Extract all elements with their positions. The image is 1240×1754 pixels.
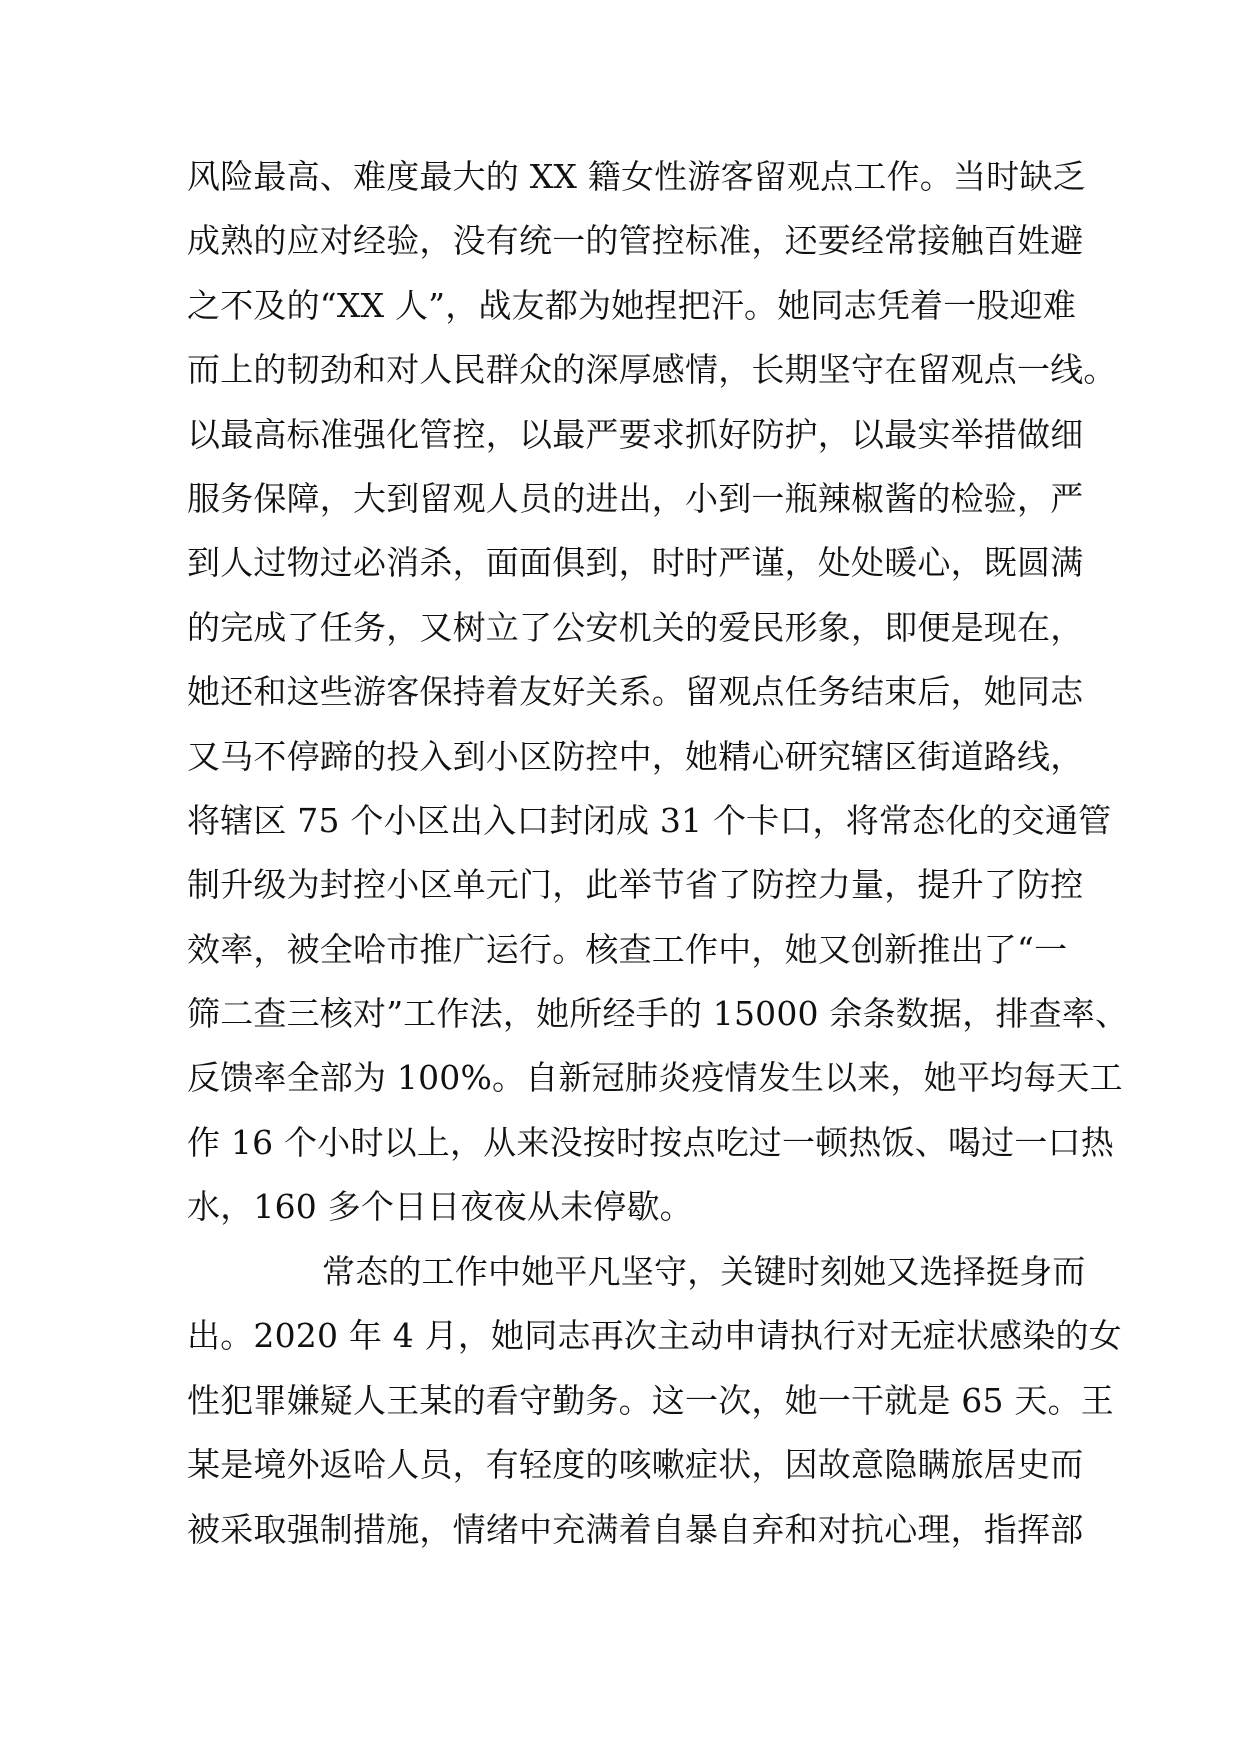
paragraph-line: 的完成了任务，又树立了公安机关的爱民形象，即便是现在，: [187, 607, 1084, 647]
paragraph-line: 作 16 个小时以上，从来没按时按点吃过一顿热饭、喝过一口热: [187, 1122, 1114, 1162]
paragraph-line: 某是境外返哈人员，有轻度的咳嗽症状，因故意隐瞒旅居史而: [187, 1445, 1084, 1485]
paragraph-1: [187, 145, 1129, 1240]
paragraph-line: 效率，被全哈市推广运行。核查工作中，她又创新推出了“一: [187, 929, 1068, 969]
paragraph-line: 制升级为封控小区单元门，此举节省了防控力量，提升了防控: [187, 865, 1084, 905]
paragraph-line: 性犯罪嫌疑人王某的看守勤务。这一次，她一干就是 65 天。王: [187, 1380, 1114, 1420]
paragraph-line: 水，160 多个日日夜夜从未停歇。: [187, 1187, 693, 1227]
paragraph-line: 反馈率全部为 100%。自新冠肺炎疫情发生以来，她平均每天工: [187, 1058, 1123, 1098]
paragraph-line: 服务保障，大到留观人员的进出，小到一瓶辣椒酱的检验，严: [187, 478, 1084, 518]
paragraph-line: 而上的韧劲和对人民群众的深厚感情，长期坚守在留观点一线。: [187, 350, 1117, 390]
paragraph-2: [187, 1240, 1122, 1562]
paragraph-line: 之不及的“XX 人”，战友都为她捏把汗。她同志凭着一股迎难: [187, 285, 1077, 325]
paragraph-line: 又马不停蹄的投入到小区防控中，她精心研究辖区街道路线，: [187, 736, 1084, 776]
paragraph-line: 风险最高、难度最大的 XX 籍女性游客留观点工作。当时缺乏: [187, 157, 1086, 196]
paragraph-line: 她还和这些游客保持着友好关系。留观点任务结束后，她同志: [187, 672, 1084, 712]
paragraph-line: 将辖区 75 个小区出入口封闭成 31 个卡口，将常态化的交通管: [187, 800, 1112, 840]
paragraph-line: 被采取强制措施，情绪中充满着自暴自弃和对抗心理，指挥部: [187, 1509, 1084, 1549]
paragraph-line-indented: 常态的工作中她平凡坚守，关键时刻她又选择挺身而: [322, 1252, 1086, 1291]
paragraph-line: 筛二查三核对”工作法，她所经手的 15000 余条数据，排查率、: [187, 994, 1129, 1034]
paragraph-line: 成熟的应对经验，没有统一的管控标准，还要经常接触百姓避: [187, 221, 1084, 261]
paragraph-line: 出。2020 年 4 月，她同志再次主动申请执行对无症状感染的女: [187, 1316, 1122, 1356]
paragraph-line: 以最高标准强化管控，以最严要求抓好防护，以最实举措做细: [187, 414, 1084, 454]
paragraph-line: 到人过物过必消杀，面面俱到，时时严谨，处处暖心，既圆满: [187, 543, 1084, 583]
